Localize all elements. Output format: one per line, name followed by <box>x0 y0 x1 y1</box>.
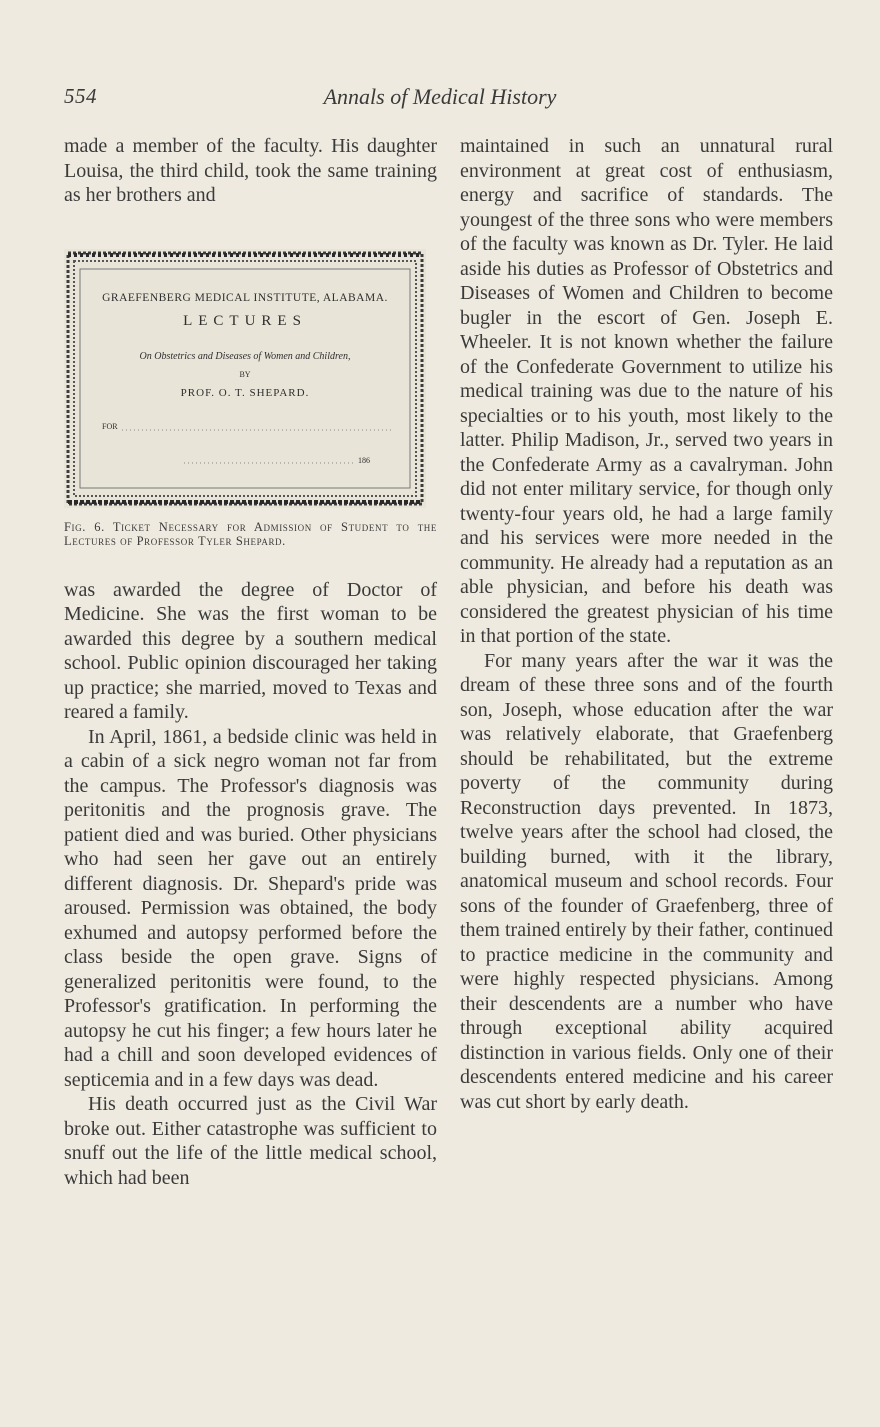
paragraph: maintained in such an unnatural rural environment at great cost of enthusiasm, energy and sacrifice of standards. The youngest of the three sons who were members of the faculty was known as Dr. Tyler. He laid aside his duties as Professor of Obstetrics and Diseases of Women and Children to become bugler in the escort of Gen. Joseph E. Wheeler. It is not known whether the failure of the Confederate Government to utilize his medical training was due to the nature of his specialties or to his youth, most likely to the latter. Philip Madison, Jr., served two years in the Confederate Army as a cavalryman. John did not enter military service, for though only twenty-four years old, he had a large family and his services were more needed in the community. He already had a reputation as an able physician, and before his death was considered the greatest physician of his time in that portion of the state. <box>460 135 833 647</box>
ticket-image <box>64 249 426 508</box>
paragraph: made a member of the faculty. His daughter Louisa, the third child, took the same training as her brothers and <box>64 135 437 206</box>
ticket-line: GRAEFENBERG MEDICAL INSTITUTE, ALABAMA. <box>102 291 388 304</box>
ticket-line: BY <box>239 369 251 379</box>
ticket-line: LECTURES <box>183 312 307 329</box>
page-header <box>64 84 816 116</box>
paragraph: was awarded the degree of Doctor of Medicine. She was the first woman to be awarded this degree by a southern medical school. Public opinion discouraged her taking up practice; she married, moved to Texas and reared a family. <box>64 578 437 723</box>
paragraph: His death occurred just as the Civil War broke out. Either catastrophe was sufficient to snuff out the life of the little medical school, which had been <box>64 1093 437 1189</box>
ticket-line: PROF. O. T. SHEPARD. <box>180 386 310 399</box>
ticket-line: On Obstetrics and Diseases of Women and Children, <box>139 350 351 362</box>
paragraph: In April, 1861, a bedside clinic was held in a cabin of a sick negro woman not far from the campus. The Professor's diagnosis was peritonitis and the prognosis grave. The patient died and was buried. Other physicians who had seen her gave out an entirely different diagnosis. Dr. Shepard's pride was aroused. Permission was obtained, the body exhumed and autopsy performed before the class beside the open grave. Signs of generalized peritonitis were found, to the Professor's gratification. In performing the autopsy he cut his finger; a few hours later he had a chill and soon developed evidences of septicemia and in a few days was dead. <box>64 725 437 1091</box>
left-column <box>64 134 437 1190</box>
right-column <box>460 134 833 1114</box>
page-number: 554 <box>64 84 97 108</box>
running-title: Annals of Medical History <box>323 84 557 109</box>
figure-caption: Fig. 6. Ticket Necessary for Admission of Student to the Lectures of Professor Tyler Shepard. <box>64 519 437 548</box>
ticket-line: FOR <box>102 421 118 431</box>
paragraph: For many years after the war it was the dream of these three sons and of the fourth son, Joseph, whose education after the war was relatively elaborate, that Graefenberg should be rehabilitated, but the extreme poverty of the community during Reconstruction days prevented. In 1873, twelve years after the school had closed, the building burned, with it the library, anatomical museum and school records. Four sons of the founder of Graefenberg, three of them trained entirely by their father, continued to practice medicine in the community and were highly respected physicians. Among their descendents are a number who have through exceptional ability acquired distinction in various fields. Only one of their descendents entered medicine and his career was cut short by early death. <box>460 649 833 1113</box>
figure-ticket <box>64 249 426 508</box>
ticket-line: 186 <box>358 455 370 465</box>
